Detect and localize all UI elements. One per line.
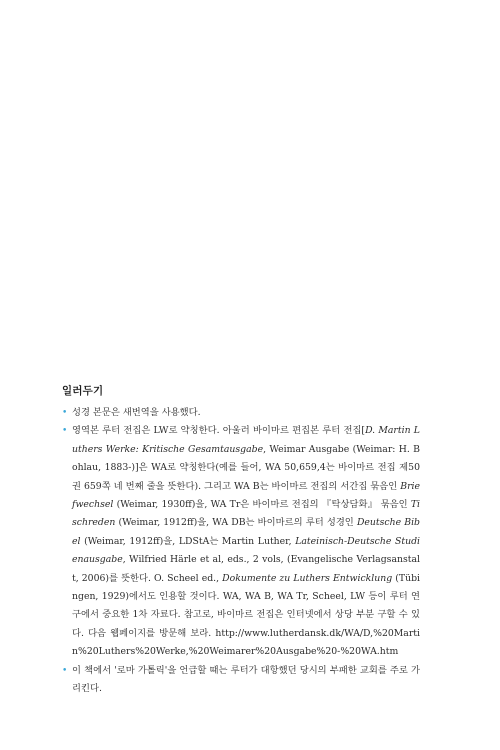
work-title: Tischreden — [72, 499, 420, 529]
work-title: Deutsche Bibel — [72, 517, 420, 547]
note-text: (Tübingen, 1929)에서도 인용할 것이다. WA, WA B, WA Tr, Scheel, LW 등이 루터 연구에서 중요한 1차 자료다. 참고로, 바이마르 전집은 인터넷에서 상당 부분 구할 수 있다. 다음 웹페이지를 방문해 보라. — [72, 572, 421, 639]
list-item — [62, 422, 420, 661]
note-text: (Weimar, 1912ff)을, LDStA는 Martin Luther, — [80, 535, 296, 547]
list-item — [62, 404, 420, 422]
note-text: 이 책에서 '로마 가톨릭'을 언급할 때는 루터가 대항했던 당시의 부패한 교회를 주로 가리킨다. — [72, 664, 420, 695]
weimar-edition-url: http://www.lutherdansk.dk/WA/D,%20Martin%20Luthers%20Werke,%20Weimarer%20Ausgabe%20-%20WA.htm — [72, 627, 420, 658]
note-text: (Weimar, 1930ff)을, WA Tr은 바이마르 전집의 『탁상담화』 묶음인 — [113, 499, 411, 511]
note-text: (Weimar, 1912ff)을, WA DB는 바이마르의 루터 성경인 — [115, 517, 357, 529]
note-text: , Weimar Ausgabe (Weimar: H. Bohlau, 1883-)]은 WA로 약칭한다(예를 들어, WA 50,659,4는 바이마르 전집 제50권 659쪽 네 번째 줄을 뜻한다). 그리고 WA B는 바이마르 전집의 서간집 묶음인 — [72, 443, 420, 492]
work-title: Lateinisch-Deutsche Studienausgabe — [72, 535, 420, 566]
work-title: Dokumente zu Luthers Entwicklung — [222, 572, 393, 584]
work-title: D. Martin Luthers Werke: Kritische Gesamtausgabe — [72, 425, 420, 455]
bullet-icon: • — [62, 665, 68, 676]
note-text: 성경 본문은 새번역을 사용했다. — [72, 407, 201, 418]
notes-list — [62, 404, 420, 699]
note-text: 영역본 루터 전집은 LW로 약칭한다. 아울러 바이마르 편집본 루터 전집[ — [72, 425, 366, 437]
bullet-icon: • — [62, 426, 68, 437]
section-heading: 일러두기 — [62, 385, 104, 397]
notes-section — [62, 383, 420, 699]
list-item — [62, 662, 420, 699]
bullet-icon: • — [62, 408, 68, 418]
work-title: Briefwechsel — [72, 480, 420, 511]
note-text: , Wilfried Härle et al, eds., 2 vols, (Evangelische Verlagsanstalt, 2006)를 뜻한다. O. Scheel ed., — [72, 554, 420, 584]
